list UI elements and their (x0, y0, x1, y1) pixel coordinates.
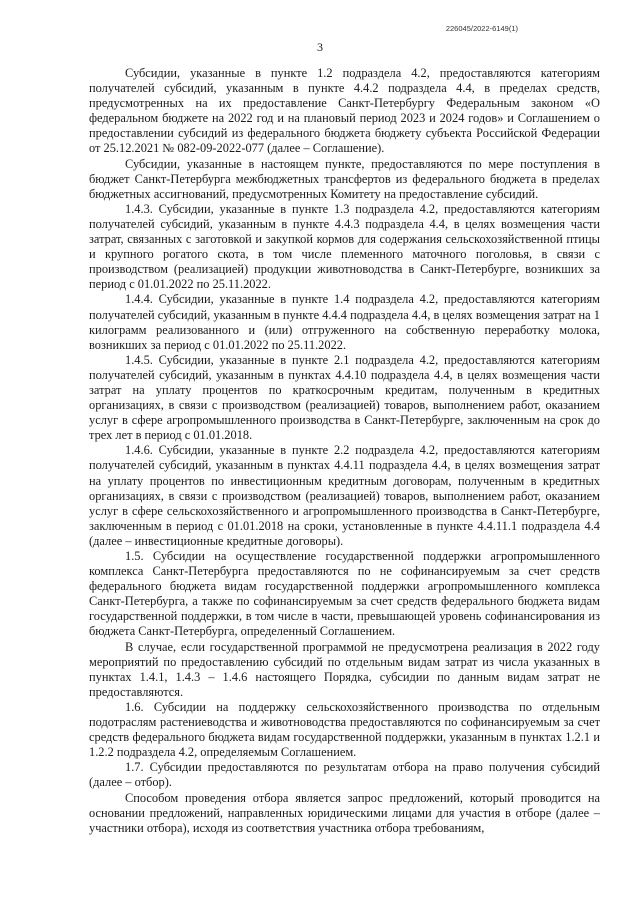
paragraph: 1.4.4. Субсидии, указанные в пункте 1.4 подраздела 4.2, предоставляются категориям получателей субсидий, указанным в пункте 4.4.4 подраздела 4.4, в целях возмещения затрат на 1 килограмм реализованного и (или) отгруженного на собственную переработку молока, возникших за период с 01.01.2022 по 25.11.2022. (89, 292, 600, 352)
paragraph: 1.4.3. Субсидии, указанные в пункте 1.3 подраздела 4.2, предоставляются категориям получателей субсидий, указанным в пункте 4.4.3 подраздела 4.4, в целях возмещения части затрат, связанных с заготовкой и закупкой кормов для содержания сельскохозяйственной птицы и крупного рогатого скота, в том числе племенного маточного поголовья, в связи с производством (реализацией) продукции животноводства в Санкт-Петербурге, возникших за период с 01.01.2022 по 25.11.2022. (89, 201, 600, 292)
paragraph: В случае, если государственной программой не предусмотрена реализация в 2022 году мероприятий по предоставлению субсидий по отдельным видам затрат из числа указанных в пунктах 1.4.1, 1.4.3 – 1.4.6 настоящего Порядка, субсидии по данным видам затрат не предоставляются. (89, 639, 600, 699)
paragraph: 1.7. Субсидии предоставляются по результатам отбора на право получения субсидий (далее – отбор). (89, 760, 600, 790)
paragraph: 1.4.5. Субсидии, указанные в пункте 2.1 подраздела 4.2, предоставляются категориям получателей субсидий, указанным в пунктах 4.4.10 подраздела 4.4, в целях возмещения части затрат на уплату процентов по краткосрочным кредитам, полученным в кредитных организациях, в связи с производством (реализацией) товаров, выполнением работ, оказанием услуг в сфере агропромышленного производства в Санкт-Петербурге, заключенным на срок до трех лет в период с 01.01.2018. (89, 352, 600, 443)
paragraph: 1.6. Субсидии на поддержку сельскохозяйственного производства по отдельным подотраслям растениеводства и животноводства предоставляются по софинансируемым за счет средств федерального бюджета видам государственной поддержки, указанным в пунктах 1.2.1 и 1.2.2 подраздела 4.2, определяемым Соглашением. (89, 699, 600, 760)
document-body (89, 66, 600, 836)
document-id: 226045/2022-6149(1) (445, 24, 518, 33)
paragraph: Способом проведения отбора является запрос предложений, который проводится на основании предложений, направленных юридическими лицами для участия в отборе (далее – участники отбора), исходя из соответствия участника отбора требованиям, (89, 790, 600, 835)
paragraph: Субсидии, указанные в пункте 1.2 подраздела 4.2, предоставляются категориям получателей субсидий, указанным в пункте 4.4.2 подраздела 4.4, в пределах средств, предусмотренных на их предоставление Санкт-Петербургу Федеральным законом «О федеральном бюджете на 2022 год и на плановый период 2023 и 2024 годов» и Соглашением о предоставлении субсидий из федерального бюджета бюджету субъекта Российской Федерации от 25.12.2021 № 082-09-2022-077 (далее – Соглашение). (89, 66, 600, 156)
page-number: 3 (317, 40, 323, 54)
paragraph: 1.5. Субсидии на осуществление государственной поддержки агропромышленного комплекса Санкт-Петербурга предоставляются по не софинансируемым за счет средств федерального бюджета видам государственной поддержки агропромышленного комплекса Санкт-Петербурга, а также по софинансируемым за счет средств федерального бюджета видам государственной поддержки, в том числе в части, превышающей уровень софинансирования из бюджета Санкт-Петербурга, определенный Соглашением. (89, 549, 600, 639)
paragraph: Субсидии, указанные в настоящем пункте, предоставляются по мере поступления в бюджет Санкт-Петербурга межбюджетных трансфертов из федерального бюджета в пределах бюджетных ассигнований, предусмотренных Комитету на предоставление субсидий. (89, 156, 600, 201)
paragraph: 1.4.6. Субсидии, указанные в пункте 2.2 подраздела 4.2, предоставляются категориям получателей субсидий, указанным в пунктах 4.4.11 подраздела 4.4, в целях возмещения затрат на уплату процентов по инвестиционным кредитным договорам, полученным в кредитных организациях, в связи с производством (реализацией) товаров, выполнением работ, оказанием услуг в сфере сельскохозяйственного и агропромышленного производства в Санкт-Петербурге, заключенным в период с 01.01.2018 на сроки, установленные в пункте 4.4.11.1 подраздела 4.4 (далее – инвестиционные кредитные договоры). (89, 443, 600, 548)
